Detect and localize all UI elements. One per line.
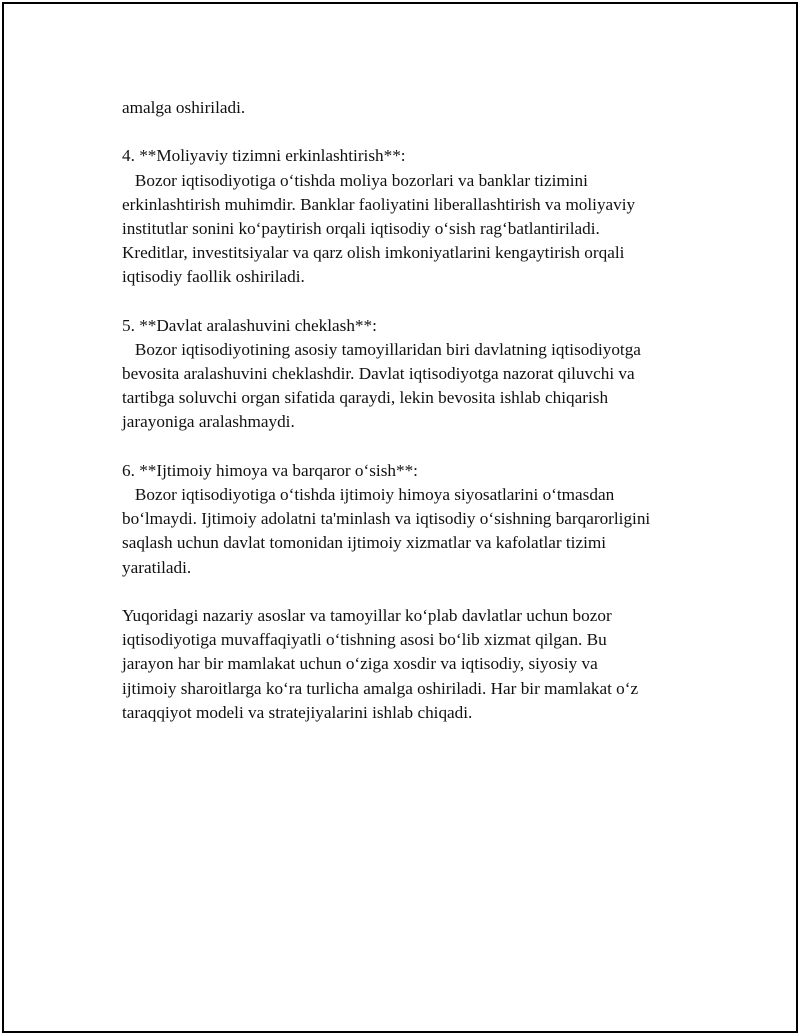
page-frame <box>2 2 798 1033</box>
text-line: taraqqiyot modeli va stratejiyalarini ishlab chiqadi. <box>122 702 473 722</box>
section-heading: 6. **Ijtimoiy himoya va barqaror o‘sish**: <box>122 460 418 480</box>
text-line: amalga oshiriladi. <box>122 98 246 117</box>
text-line: Yuqoridagi nazariy asoslar va tamoyillar ko‘plab davlatlar uchun bozor <box>122 605 612 625</box>
paragraph-spacer <box>122 580 722 604</box>
paragraph-spacer <box>122 435 722 459</box>
section-heading: 5. **Davlat aralashuvini cheklash**: <box>122 315 377 335</box>
text-line: institutlar sonini ko‘paytirish orqali iqtisodiy o‘sish rag‘batlantiriladi. <box>122 218 600 238</box>
text-line: jarayon har bir mamlakat uchun o‘ziga xosdir va iqtisodiy, siyosiy va <box>122 654 598 674</box>
paragraph-spacer <box>122 290 722 314</box>
text-line: bo‘lmaydi. Ijtimoiy adolatni ta'minlash va iqtisodiy o‘sishning barqarorligini <box>122 509 651 529</box>
paragraph-spacer <box>122 120 722 144</box>
text-line: erkinlashtirish muhimdir. Banklar faoliyatini liberallashtirish va moliyaviy <box>122 194 636 214</box>
document-body <box>122 96 722 725</box>
text-line: jarayoniga aralashmaydi. <box>122 412 295 432</box>
text-line: iqtisodiyotiga muvaffaqiyatli o‘tishning asosi bo‘lib xizmat qilgan. Bu <box>122 630 607 650</box>
section-heading: 4. **Moliyaviy tizimni erkinlashtirish**: <box>122 146 406 166</box>
text-line: saqlash uchun davlat tomonidan ijtimoiy xizmatlar va kafolatlar tizimi <box>122 533 606 553</box>
text-line: Bozor iqtisodiyotiga o‘tishda ijtimoiy himoya siyosatlarini o‘tmasdan <box>122 485 615 504</box>
text-line: ijtimoiy sharoitlarga ko‘ra turlicha amalga oshiriladi. Har bir mamlakat o‘z <box>122 678 639 698</box>
text-line: Kreditlar, investitsiyalar va qarz olish imkoniyatlarini kengaytirish orqali <box>122 243 625 263</box>
text-line: Bozor iqtisodiyotining asosiy tamoyillaridan biri davlatning iqtisodiyotga <box>122 339 641 359</box>
text-line: Bozor iqtisodiyotiga o‘tishda moliya bozorlari va banklar tizimini <box>122 170 588 190</box>
text-line: iqtisodiy faollik oshiriladi. <box>122 267 305 287</box>
text-line: yaratiladi. <box>122 557 192 577</box>
text-line: bevosita aralashuvini cheklashdir. Davlat iqtisodiyotga nazorat qiluvchi va <box>122 364 635 384</box>
text-line: tartibga soluvchi organ sifatida qaraydi, lekin bevosita ishlab chiqarish <box>122 388 609 408</box>
